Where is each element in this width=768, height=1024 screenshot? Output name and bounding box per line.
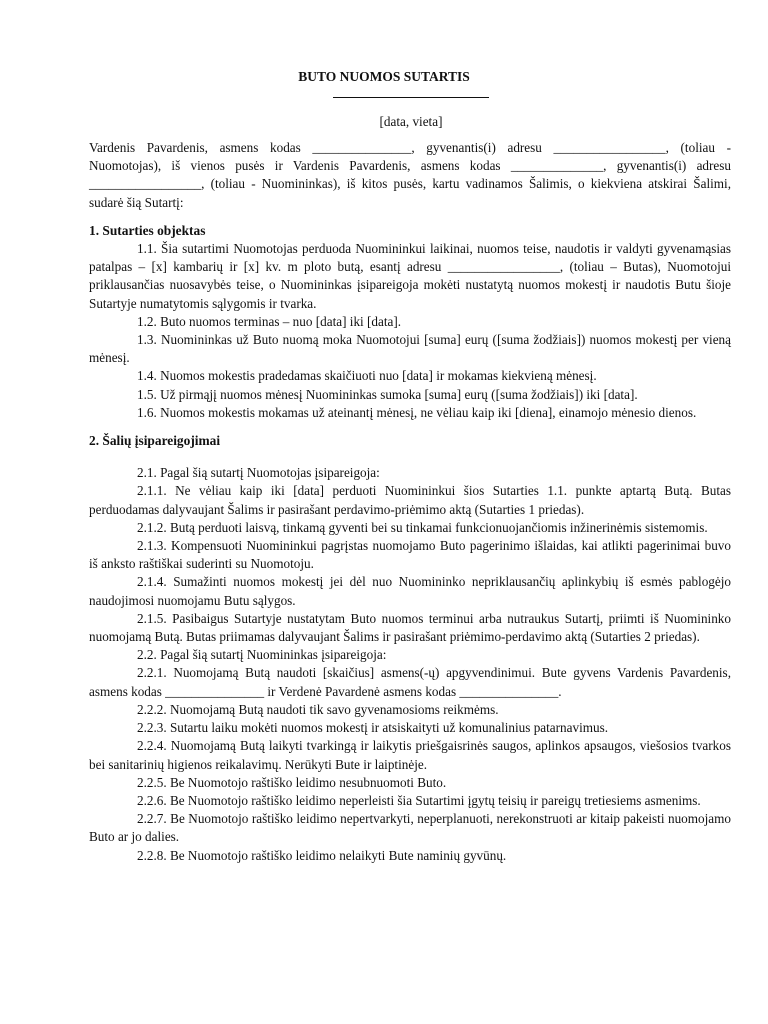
- clause-2-2-5: 2.2.5. Be Nuomotojo raštiško leidimo nesubnuomoti Buto.: [137, 774, 447, 790]
- clause-1-1: 1.1. Šia sutartimi Nuomotojas perduoda Nuomininkui laikinai, nuomos teise, naudotis ir valdyti gyvenamąsias patalpas – [x] kambarių ir [x] kv. m ploto butą, esantį adresu _________________, (toliau – Butas), Nuomotojui priklausančias nuosavybės teise, o Nuomininkas įsipareigoja mokėti nustatytą nuomos mokestį ir naudotis Butu šioje Sutartyje numatytomis sąlygomis ir tvarka.: [89, 241, 731, 311]
- intro-paragraph: Vardenis Pavardenis, asmens kodas _______________, gyvenantis(i) adresu _________________, (toliau - Nuomotojas), iš vienos pusės ir Vardenis Pavardenis, asmens kodas ______________, gyvenantis(i) adresu _________________, (toliau - Nuomininkas), iš kitos pusės, kartu vadinamos Šalimis, o kiekviena atskirai Šalimi, sudarė šią Sutartį:: [89, 140, 731, 210]
- section-2-heading: 2. Šalių įsipareigojimai: [89, 433, 221, 449]
- clause-1-3: 1.3. Nuomininkas už Buto nuomą moka Nuomotojui [suma] eurų ([suma žodžiais]) nuomos mokestį per vieną mėnesį.: [89, 332, 731, 366]
- date-place-blank-line: [333, 97, 489, 98]
- clause-2-2-6: 2.2.6. Be Nuomotojo raštiško leidimo neperleisti šia Sutartimi įgytų teisių ir pareigų tretiesiems asmenims.: [137, 792, 701, 808]
- clause-2-1-4: 2.1.4. Sumažinti nuomos mokestį jei dėl nuo Nuomininko nepriklausančių aplinkybių iš esmės pablogėjo naudojimosi nuomojamu Butu sąlygos.: [89, 574, 731, 608]
- clause-2-2-3: 2.2.3. Sutartu laiku mokėti nuomos mokestį ir atsiskaityti už komunalinius patarnavimus.: [137, 720, 609, 736]
- clause-2-2: 2.2. Pagal šią sutartį Nuomininkas įsipareigoja:: [137, 647, 387, 663]
- clause-2-2-2: 2.2.2. Nuomojamą Butą naudoti tik savo gyvenamosioms reikmėms.: [137, 701, 499, 717]
- clause-2-2-4: 2.2.4. Nuomojamą Butą laikyti tvarkingą ir laikytis priešgaisrinės saugos, aplinkos apsaugos, viešosios tvarkos bei sanitarinių higienos reikalavimų. Nerūkyti Bute ir laiptinėje.: [89, 738, 731, 772]
- clause-1-5: 1.5. Už pirmąjį nuomos mėnesį Nuomininkas sumoka [suma] eurų ([suma žodžiais]) iki [data].: [137, 386, 638, 402]
- clause-1-6: 1.6. Nuomos mokestis mokamas už ateinantį mėnesį, ne vėliau kaip iki [diena], einamojo mėnesio dienos.: [137, 404, 697, 420]
- clause-2-1-2: 2.1.2. Butą perduoti laisvą, tinkamą gyventi bei su tinkamai funkcionuojančiomis inžinerinėmis sistemomis.: [137, 519, 708, 535]
- date-place-label: [data, vieta]: [379, 114, 443, 129]
- clause-2-1: 2.1. Pagal šią sutartį Nuomotojas įsipareigoja:: [137, 465, 380, 481]
- clause-1-4: 1.4. Nuomos mokestis pradedamas skaičiuoti nuo [data] ir mokamas kiekvieną mėnesį.: [137, 368, 597, 384]
- clause-2-1-5: 2.1.5. Pasibaigus Sutartyje nustatytam Buto nuomos terminui arba nutraukus Sutartį, priimti iš Nuomininko nuomojamą Butą. Butas priimamas dalyvaujant Šalims ir pasirašant priėmimo-perdavimo aktą (Sutarties 2 priedas).: [89, 610, 731, 645]
- clause-2-1-1: 2.1.1. Ne vėliau kaip iki [data] perduoti Nuomininkui šios Sutarties 1.1. punkte aptartą Butą. Butas perduodamas dalyvaujant Šalims ir pasirašant perdavimo-priėmimo aktą (Sutarties 1 priedas).: [89, 483, 731, 517]
- clause-2-2-7: 2.2.7. Be Nuomotojo raštiško leidimo nepertvarkyti, neperplanuoti, nerekonstruoti ar kitaip pakeisti nuomojamo Buto ar jo dalies.: [89, 811, 731, 845]
- clause-2-2-8: 2.2.8. Be Nuomotojo raštiško leidimo nelaikyti Bute naminių gyvūnų.: [137, 847, 507, 863]
- clause-2-2-1: 2.2.1. Nuomojamą Butą naudoti [skaičius] asmens(-ų) apgyvendinimui. Bute gyvens Vardenis Pavardenis, asmens kodas _______________ ir Verdenė Pavardenė asmens kodas _______________.: [89, 665, 731, 699]
- clause-2-1-3: 2.1.3. Kompensuoti Nuomininkui pagrįstas nuomojamo Buto pagerinimo išlaidas, kai atlikti pagerinimai buvo iš anksto raštiškai suderinti su Nuomotoju.: [89, 538, 731, 572]
- document-title: BUTO NUOMOS SUTARTIS: [298, 69, 470, 84]
- section-1-heading: 1. Sutarties objektas: [89, 222, 206, 238]
- clause-1-2: 1.2. Buto nuomos terminas – nuo [data] iki [data].: [137, 313, 402, 329]
- document-body: [89, 139, 731, 865]
